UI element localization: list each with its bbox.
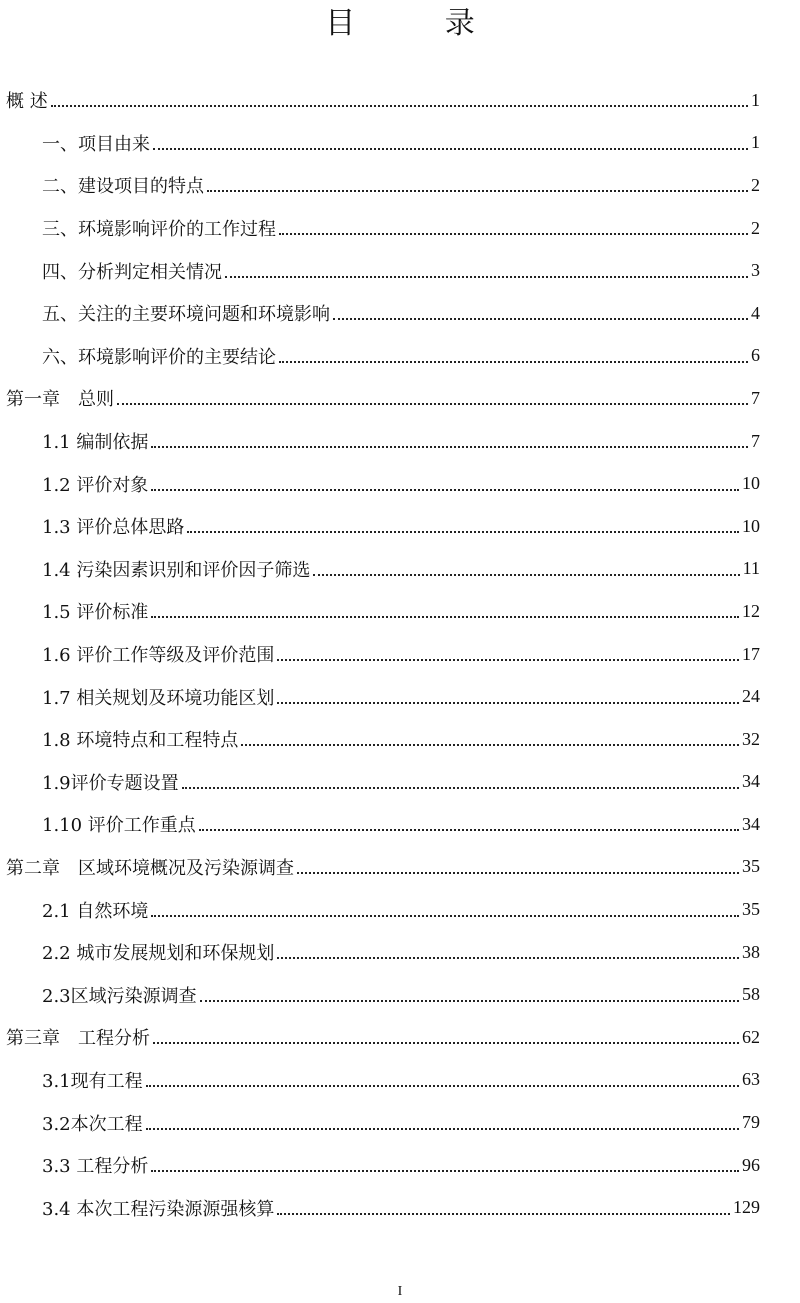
toc-entry-page-number: 79 <box>742 1112 760 1133</box>
toc-entry-page-number: 10 <box>742 515 760 536</box>
page-title: 目 录 <box>325 6 515 41</box>
toc-entry-page-number: 2 <box>751 174 760 195</box>
toc-entry-page-number: 6 <box>751 345 760 366</box>
table-of-contents <box>0 79 800 1229</box>
toc-entry-page-number: 1 <box>751 132 760 153</box>
toc-entry-label: 六、环境影响评价的主要结论 <box>42 346 276 368</box>
toc-entry-page-number: 12 <box>742 600 760 621</box>
toc-dot-leader <box>225 276 748 278</box>
toc-entry-page-number: 62 <box>742 1026 760 1047</box>
toc-section-entry[interactable] <box>0 888 800 931</box>
toc-entry-label: 1.6 评价工作等级及评价范围 <box>42 645 275 667</box>
toc-dot-leader <box>313 574 739 576</box>
toc-entry-page-number: 58 <box>742 984 760 1005</box>
toc-entry-page-number: 63 <box>742 1069 760 1090</box>
toc-dot-leader <box>333 318 748 320</box>
toc-entry-page-number: 32 <box>742 728 760 749</box>
toc-dot-leader <box>153 1042 739 1044</box>
toc-section-entry[interactable] <box>0 420 800 463</box>
toc-entry-page-number: 17 <box>742 643 760 664</box>
toc-entry-page-number: 35 <box>742 856 760 877</box>
toc-dot-leader <box>151 1170 739 1172</box>
toc-entry-label: 2.3区域污染源调查 <box>42 985 197 1007</box>
toc-entry-page-number: 34 <box>742 771 760 792</box>
toc-dot-leader <box>151 446 748 448</box>
toc-section-entry[interactable] <box>0 249 800 292</box>
toc-entry-page-number: 11 <box>742 558 760 579</box>
toc-entry-page-number: 7 <box>751 430 760 451</box>
toc-entry-label: 1.8 环境特点和工程特点 <box>42 730 239 752</box>
page-number: I <box>397 1284 403 1299</box>
toc-section-entry[interactable] <box>0 122 800 165</box>
toc-section-entry[interactable] <box>0 1059 800 1102</box>
toc-dot-leader <box>279 361 748 363</box>
toc-entry-label: 1.7 相关规划及环境功能区划 <box>42 687 275 709</box>
toc-entry-label: 第二章 区域环境概况及污染源调查 <box>6 857 294 879</box>
toc-chapter-entry[interactable] <box>0 377 800 420</box>
toc-dot-leader <box>151 489 739 491</box>
toc-entry-page-number: 129 <box>733 1197 760 1218</box>
toc-dot-leader <box>146 1128 739 1130</box>
toc-entry-label: 第一章 总则 <box>6 389 114 411</box>
toc-entry-label: 1.3 评价总体思路 <box>42 517 185 539</box>
toc-section-entry[interactable] <box>0 1144 800 1187</box>
toc-chapter-entry[interactable] <box>0 1016 800 1059</box>
toc-entry-label: 五、关注的主要环境问题和环境影响 <box>42 304 330 326</box>
toc-chapter-entry[interactable] <box>0 79 800 122</box>
toc-entry-label: 3.4 本次工程污染源源强核算 <box>42 1198 275 1220</box>
toc-section-entry[interactable] <box>0 973 800 1016</box>
toc-dot-leader <box>117 403 748 405</box>
toc-chapter-entry[interactable] <box>0 846 800 889</box>
toc-entry-label: 1.9评价专题设置 <box>42 772 179 794</box>
toc-entry-label: 1.2 评价对象 <box>42 474 149 496</box>
toc-dot-leader <box>277 659 739 661</box>
toc-section-entry[interactable] <box>0 803 800 846</box>
toc-entry-page-number: 96 <box>742 1154 760 1175</box>
toc-entry-label: 二、建设项目的特点 <box>42 176 204 198</box>
toc-dot-leader <box>187 531 739 533</box>
toc-entry-label: 3.3 工程分析 <box>42 1156 149 1178</box>
toc-section-entry[interactable] <box>0 164 800 207</box>
toc-entry-page-number: 38 <box>742 941 760 962</box>
toc-section-entry[interactable] <box>0 462 800 505</box>
toc-entry-label: 3.1现有工程 <box>42 1070 143 1092</box>
toc-dot-leader <box>297 872 739 874</box>
toc-entry-page-number: 2 <box>751 217 760 238</box>
toc-dot-leader <box>51 105 748 107</box>
toc-entry-page-number: 1 <box>751 89 760 110</box>
toc-dot-leader <box>277 1213 730 1215</box>
toc-dot-leader <box>279 233 748 235</box>
toc-dot-leader <box>199 829 739 831</box>
toc-section-entry[interactable] <box>0 548 800 591</box>
toc-dot-leader <box>151 915 739 917</box>
toc-section-entry[interactable] <box>0 1101 800 1144</box>
toc-entry-page-number: 7 <box>751 387 760 408</box>
toc-section-entry[interactable] <box>0 675 800 718</box>
toc-section-entry[interactable] <box>0 292 800 335</box>
toc-section-entry[interactable] <box>0 505 800 548</box>
toc-entry-label: 2.2 城市发展规划和环保规划 <box>42 943 275 965</box>
toc-section-entry[interactable] <box>0 761 800 804</box>
toc-entry-label: 1.4 污染因素识别和评价因子筛选 <box>42 559 311 581</box>
toc-dot-leader <box>241 744 739 746</box>
toc-dot-leader <box>277 957 739 959</box>
toc-entry-page-number: 35 <box>742 899 760 920</box>
toc-entry-label: 概 述 <box>6 91 48 113</box>
toc-dot-leader <box>182 787 739 789</box>
toc-entry-label: 四、分析判定相关情况 <box>42 261 222 283</box>
toc-entry-label: 1.1 编制依据 <box>42 432 149 454</box>
toc-entry-page-number: 34 <box>742 813 760 834</box>
toc-entry-label: 1.5 评价标准 <box>42 602 149 624</box>
toc-entry-label: 1.10 评价工作重点 <box>42 815 196 837</box>
toc-entry-label: 一、项目由来 <box>42 133 150 155</box>
toc-entry-label: 2.1 自然环境 <box>42 900 149 922</box>
toc-dot-leader <box>151 616 739 618</box>
toc-section-entry[interactable] <box>0 718 800 761</box>
toc-dot-leader <box>207 190 748 192</box>
toc-entry-page-number: 24 <box>742 686 760 707</box>
toc-section-entry[interactable] <box>0 931 800 974</box>
toc-section-entry[interactable] <box>0 1186 800 1229</box>
toc-entry-page-number: 3 <box>751 260 760 281</box>
toc-dot-leader <box>153 148 748 150</box>
toc-dot-leader <box>277 702 739 704</box>
toc-entry-label: 3.2本次工程 <box>42 1113 143 1135</box>
toc-section-entry[interactable] <box>0 207 800 250</box>
toc-section-entry[interactable] <box>0 335 800 378</box>
toc-entry-label: 三、环境影响评价的工作过程 <box>42 219 276 241</box>
toc-section-entry[interactable] <box>0 590 800 633</box>
toc-entry-page-number: 10 <box>742 473 760 494</box>
toc-entry-page-number: 4 <box>751 302 760 323</box>
toc-dot-leader <box>200 1000 739 1002</box>
toc-dot-leader <box>146 1085 739 1087</box>
toc-entry-label: 第三章 工程分析 <box>6 1028 150 1050</box>
toc-section-entry[interactable] <box>0 633 800 676</box>
